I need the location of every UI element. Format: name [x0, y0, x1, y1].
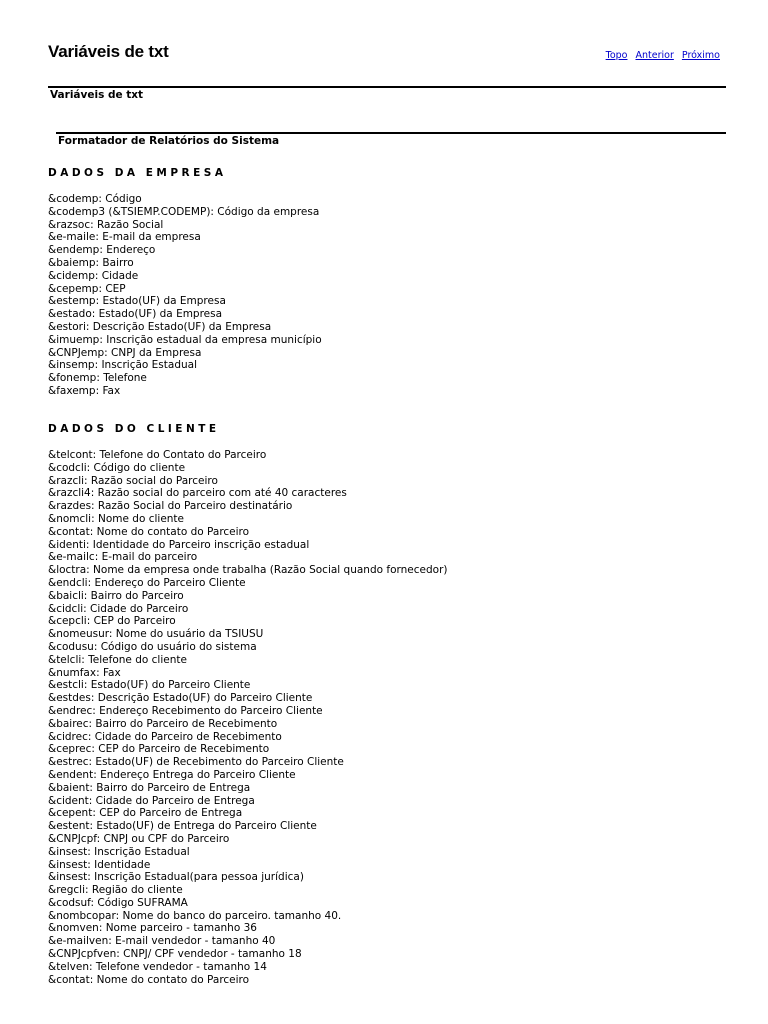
variable-item: &cidrec: Cidade do Parceiro de Recebimento [48, 730, 282, 743]
variable-item: &endcli: Endereço do Parceiro Cliente [48, 576, 246, 589]
variable-item: &insest: Inscrição Estadual [48, 845, 190, 858]
subtitle: Variáveis de txt [50, 89, 144, 101]
variable-item: &razcli: Razão social do Parceiro [48, 474, 218, 487]
variable-item: &CNPJcpfven: CNPJ/ CPF vendedor - tamanho 18 [48, 948, 302, 961]
variable-item: &identi: Identidade do Parceiro inscrição estadual [48, 538, 310, 551]
variable-item: &baicli: Bairro do Parceiro [48, 589, 184, 602]
variable-item: &cidcli: Cidade do Parceiro [48, 602, 189, 615]
variable-item: &endent: Endereço Entrega do Parceiro Cliente [48, 768, 296, 781]
variable-item: &telcli: Telefone do cliente [48, 653, 187, 666]
divider-system [56, 132, 726, 134]
variable-item: &estrec: Estado(UF) de Recebimento do Parceiro Cliente [48, 756, 344, 769]
variable-item: &e-maile: E-mail da empresa [48, 231, 201, 244]
variable-item: &estdes: Descrição Estado(UF) do Parceiro Cliente [48, 692, 313, 705]
variable-item: &codcli: Código do cliente [48, 461, 186, 474]
page-title: Variáveis de txt [48, 42, 169, 61]
section-heading-cliente: DADOS DO CLIENTE [48, 423, 220, 435]
variable-item: &insemp: Inscrição Estadual [48, 359, 197, 372]
variable-item: &codsuf: Código SUFRAMA [48, 896, 188, 909]
variable-item: &CNPJemp: CNPJ da Empresa [48, 346, 202, 359]
variable-item: &telven: Telefone vendedor - tamanho 14 [48, 960, 267, 973]
variable-item: &baiemp: Bairro [48, 256, 134, 269]
variable-item: &imuemp: Inscrição estadual da empresa município [48, 333, 322, 346]
variable-item: &endrec: Endereço Recebimento do Parceiro Cliente [48, 704, 323, 717]
variable-item: &estori: Descrição Estado(UF) da Empresa [48, 320, 272, 333]
variable-item: &ceprec: CEP do Parceiro de Recebimento [48, 743, 270, 756]
variable-item: &codusu: Código do usuário do sistema [48, 640, 257, 653]
variable-item: &estemp: Estado(UF) da Empresa [48, 295, 226, 308]
variable-item: &cepcli: CEP do Parceiro [48, 615, 176, 628]
variable-item: &razcli4: Razão social do parceiro com até 40 caracteres [48, 487, 347, 500]
variable-item: &contat: Nome do contato do Parceiro [48, 973, 250, 986]
variable-item: &CNPJcpf: CNPJ ou CPF do Parceiro [48, 832, 230, 845]
variable-item: &razdes: Razão Social do Parceiro destinatário [48, 500, 293, 513]
variable-item: &cepent: CEP do Parceiro de Entrega [48, 807, 243, 820]
variable-item: &estado: Estado(UF) da Empresa [48, 308, 223, 321]
variable-item: &bairec: Bairro do Parceiro de Recebimento [48, 717, 278, 730]
section-heading-empresa: DADOS DA EMPRESA [48, 167, 227, 179]
variable-item: &cident: Cidade do Parceiro de Entrega [48, 794, 255, 807]
variable-item: &telcont: Telefone do Contato do Parceiro [48, 449, 267, 461]
variable-item: &regcli: Região do cliente [48, 884, 183, 897]
variable-item: &insest: Inscrição Estadual(para pessoa jurídica) [48, 871, 304, 884]
variable-list-cliente [48, 449, 448, 986]
nav-link-topo[interactable]: Topo [605, 50, 628, 61]
variable-item: &faxemp: Fax [48, 384, 121, 397]
variable-item: &numfax: Fax [48, 666, 121, 679]
variable-item: &codemp3 (&TSIEMP.CODEMP): Código da empresa [48, 205, 320, 218]
divider-top [48, 86, 726, 88]
variable-item: &baient: Bairro do Parceiro de Entrega [48, 781, 251, 794]
variable-item: &estcli: Estado(UF) do Parceiro Cliente [48, 679, 251, 692]
variable-item: &estent: Estado(UF) de Entrega do Parceiro Cliente [48, 820, 317, 833]
variable-item: &cepemp: CEP [48, 282, 126, 295]
variable-item: &contat: Nome do contato do Parceiro [48, 525, 250, 538]
variable-item: &nomeusur: Nome do usuário da TSIUSU [48, 628, 264, 641]
variable-item: &razsoc: Razão Social [48, 218, 164, 231]
variable-item: &insest: Identidade [48, 858, 151, 871]
nav-link-anterior[interactable]: Anterior [635, 50, 674, 61]
variable-list-empresa [48, 193, 322, 398]
variable-item: &codemp: Código [48, 193, 142, 205]
variable-item: &e-mailven: E-mail vendedor - tamanho 40 [48, 935, 276, 948]
top-navigation [601, 50, 720, 61]
variable-item: &nombcopar: Nome do banco do parceiro. tamanho 40. [48, 909, 342, 922]
variable-item: &loctra: Nome da empresa onde trabalha (Razão Social quando fornecedor) [48, 564, 448, 577]
variable-item: &nomven: Nome parceiro - tamanho 36 [48, 922, 257, 935]
variable-item: &nomcli: Nome do cliente [48, 512, 185, 525]
variable-item: &cidemp: Cidade [48, 269, 139, 282]
variable-item: &endemp: Endereço [48, 244, 156, 257]
variable-item: &fonemp: Telefone [48, 372, 147, 385]
variable-item: &e-mailc: E-mail do parceiro [48, 551, 198, 564]
nav-link-proximo[interactable]: Próximo [681, 50, 720, 61]
system-title: Formatador de Relatórios do Sistema [58, 135, 280, 147]
